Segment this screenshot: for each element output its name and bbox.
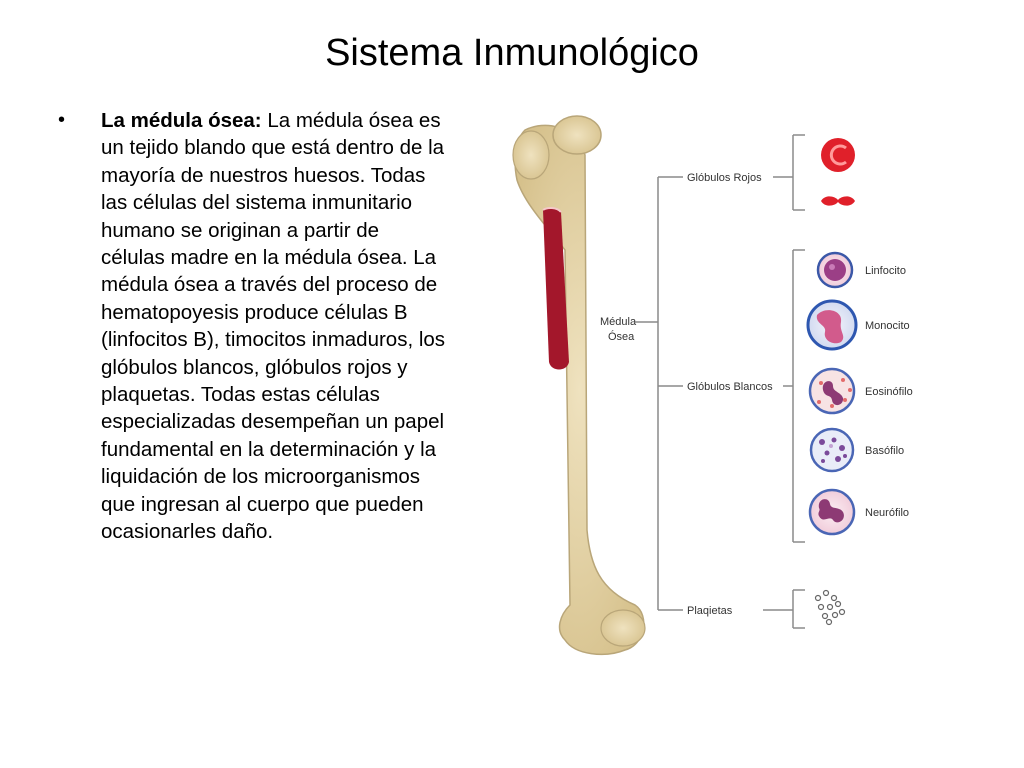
slide-title: Sistema Inmunológico	[325, 32, 699, 74]
bone-marrow-diagram	[505, 110, 945, 670]
eosinophil-icon	[810, 369, 854, 413]
label-globulos-blancos: Glóbulos Blancos	[687, 381, 773, 393]
femur-bone-icon	[513, 116, 645, 654]
red-blood-cell-icon	[821, 138, 855, 172]
bullet-paragraph	[101, 107, 446, 546]
red-blood-cell-side-icon	[821, 196, 855, 205]
monocyte-icon	[808, 301, 856, 349]
bullet-marker: •	[58, 109, 66, 131]
bullet-body-text: La médula ósea es un tejido blando que está dentro de la mayoría de nuestros huesos. Todas las células del sistema inmunitario humano se originan a partir de células madre en la médula ósea. La médula ósea a través del proceso de hematopoyesis produce células B (linfocitos B), timocitos inmaduros, los glóbulos blancos, glóbulos rojos y plaquetas. Todas estas células especializadas desempeñan un papel fundamental en la determinación y la liquidación de los microorganismos que ingresan al cuerpo que pueden ocasionarles daño.	[101, 109, 446, 544]
bullet-bold-lead: La médula ósea:	[101, 109, 262, 132]
basophil-icon	[811, 429, 853, 471]
label-neurofilo: Neuróﬁlo	[865, 507, 910, 519]
label-linfocito: Linfocito	[865, 265, 906, 277]
platelets-icon	[816, 591, 845, 625]
label-basofilo: Basófilo	[865, 445, 905, 457]
root-label-osea: Ósea	[608, 331, 635, 343]
root-label-medula: Médula	[600, 316, 637, 328]
neutrophil-icon	[810, 490, 854, 534]
label-plaquetas: Plaqietas	[687, 605, 733, 617]
label-monocito: Monocito	[865, 320, 910, 332]
lymphocyte-icon	[818, 253, 852, 287]
label-eosinofilo: Eosinófilo	[865, 386, 913, 398]
label-globulos-rojos: Glóbulos Rojos	[687, 172, 762, 184]
